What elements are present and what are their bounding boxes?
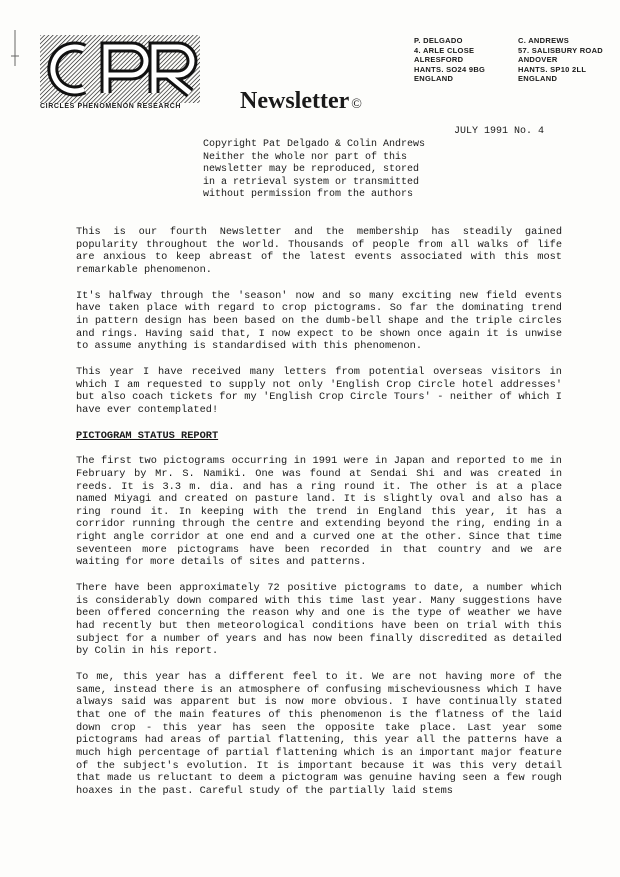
address-line: 4. ARLE CLOSE	[414, 45, 475, 55]
notice-line: in a retrieval system or transmitted	[203, 176, 420, 188]
address-line: P. DELGADO	[414, 36, 463, 45]
paragraph-japan: The first two pictograms occurring in 1991 were in Japan and reported to me in February by Mr. S. Namiki. One was found at Sendai Shi and was created in reeds. It is 3.3 m. dia. and has a ring round it. The other is at a place named Miyagi and created on pasture land. It is slightly oval and also has a ring round it. In keeping with the trend in England this year, it has a corridor running through the centre and extending beyond the ring, ending in a right angle corridor at one end and a curved one at the other. Since that time seventeen more pictograms have been recorded in that country and we are waiting for more details of sites and patterns.	[76, 455, 562, 569]
copyright-mark: ©	[351, 97, 362, 112]
address-delgado	[414, 36, 485, 84]
paragraph-overseas: This year I have received many letters from potential overseas visitors in which I am requested to supply not only 'English Crop Circle hotel addresses' but also coach tickets for my 'English Crop Circle Tours' - neither of which I have ever contemplated!	[76, 365, 562, 416]
paragraph-season: It's halfway through the 'season' now and so many exciting new field events have taken place with regard to crop pictograms. So far the dominating trend in pattern design has been based on the dumb-bell shape and the triple circles and rings. Having said that, I now expect to be shown once again it is unwise to assume anything is standardised with this phenomenon.	[76, 289, 562, 353]
copyright-notice	[203, 139, 425, 202]
article-body	[76, 226, 562, 811]
address-line: 57. SALISBURY ROAD	[518, 45, 603, 55]
margin-mark-icon	[8, 28, 22, 68]
newsletter-title-text: Newsletter	[240, 88, 350, 114]
address-line: ENGLAND	[518, 74, 558, 83]
notice-line: Copyright Pat Delgado & Colin Andrews	[203, 139, 426, 150]
paragraph-intro: This is our fourth Newsletter and the membership has steadily gained popularity throughout the world. Thousands of people from all walks of life are anxious to keep abreast of the latest events associated with this most remarkable phenomenon.	[76, 226, 562, 276]
notice-line: newsletter may be reproduced, stored	[203, 164, 420, 175]
address-line: HANTS. SP10 2LL	[518, 64, 587, 74]
paragraph-feel: To me, this year has a different feel to it. We are not having more of the same, instead there is an atmosphere of confusing mischeviousness which I have always said was apparent but is now more obvious. I have continually stated that one of the main features of this phenomenon is the flatness of the laid down crop - this year has seen the opposite take place. Last year some pictograms had areas of partial flattening, this year all the patterns have a much high percentage of partial flattening which is an important major feature of the subject's evolution. It is important because it was this very detail that made us reluctant to deem a pictogram was genuine having seen a few rough hoaxes in the past. Careful study of the partially laid stems	[76, 671, 562, 797]
issue-dateline: JULY 1991 No. 4	[454, 126, 545, 137]
paragraph-count: There have been approximately 72 positive pictograms to date, a number which is considerably down compared with this time last year. Many suggestions have been offered concerning the reason why and one is the type of weather we have had recently but then meteorological conditions have been on trial with this subject for a number of years and has now been finally discredited as detailed by Colin in his report.	[76, 582, 562, 658]
address-line: ENGLAND	[414, 74, 454, 83]
address-andrews	[518, 36, 603, 84]
address-line: ALRESFORD	[414, 55, 464, 64]
address-line: ANDOVER	[518, 55, 558, 64]
newsletter-title	[240, 88, 362, 115]
logo-caption: CIRCLES PHENOMENON RESEARCH	[40, 103, 182, 110]
notice-line: without permission from the authors	[203, 189, 414, 200]
address-line: C. ANDREWS	[518, 36, 570, 45]
section-heading: PICTOGRAM STATUS REPORT	[76, 429, 219, 442]
address-line: HANTS. SO24 9BG	[414, 64, 486, 74]
cpr-logo-icon	[40, 35, 200, 105]
notice-line: Neither the whole nor part of this	[203, 151, 408, 163]
